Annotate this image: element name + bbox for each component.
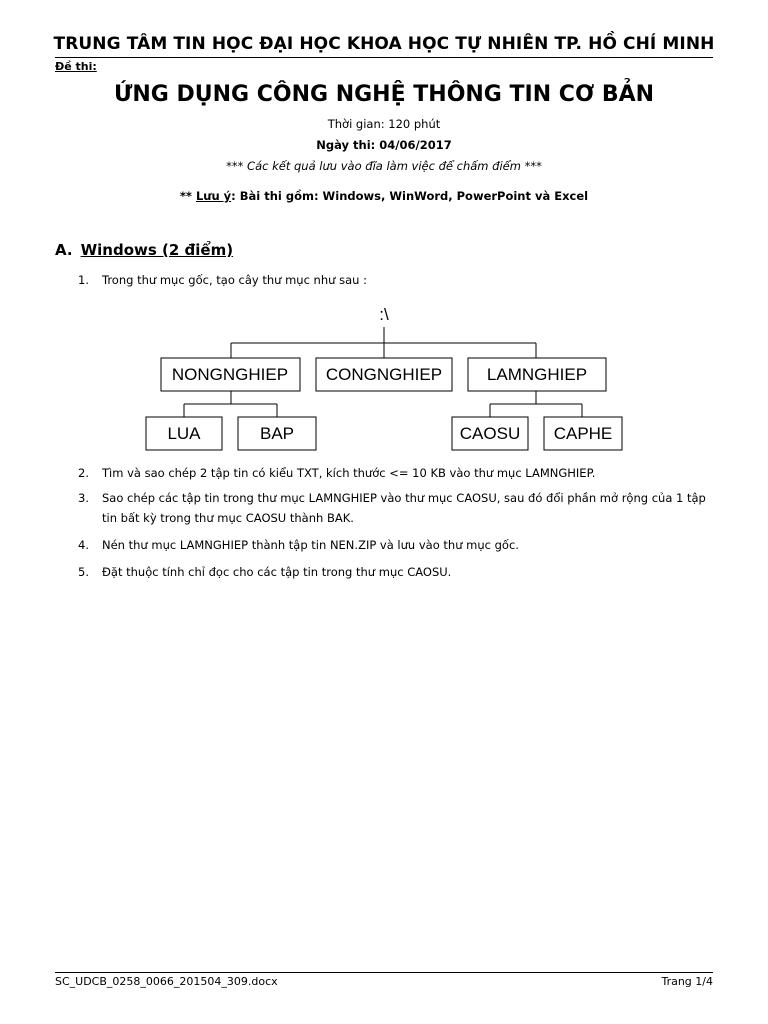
folder-label-caosu: CAOSU <box>459 424 521 443</box>
list-item-number: 4. <box>78 538 89 552</box>
section-title: Windows (2 điểm) <box>80 241 234 259</box>
note-label: Lưu ý <box>195 189 232 203</box>
list-item-text: Đặt thuộc tính chỉ đọc cho các tập tin trong thư mục CAOSU. <box>102 565 452 579</box>
folder-label-caphe: CAPHE <box>553 424 613 443</box>
list-item-text: Trong thư mục gốc, tạo cây thư mục như sau : <box>102 273 367 287</box>
list-item-text: Nén thư mục LAMNGHIEP thành tập tin NEN.ZIP và lưu vào thư mục gốc. <box>102 538 519 552</box>
save-note: *** Các kết quả lưu vào đĩa làm việc để chấm điểm *** <box>226 159 542 173</box>
footer-filename: SC_UDCB_0258_0066_201504_309.docx <box>55 975 278 988</box>
footer-divider <box>55 972 713 973</box>
note-line <box>0 189 768 203</box>
folder-label-congnghiep: CONGNGHIEP <box>325 365 443 384</box>
section-letter: A. <box>55 241 73 259</box>
list-item-text: Sao chép các tập tin trong thư mục LAMNGHIEP vào thư mục CAOSU, sau đó đổi phần mở rộng của 1 tập tin bất kỳ trong thư mục CAOSU thành BAK. <box>102 491 706 525</box>
tree-root-label: :\ <box>379 305 389 324</box>
folder-label-lamnghiep: LAMNGHIEP <box>486 365 588 384</box>
note-text: : Bài thi gồm: Windows, WinWord, PowerPoint và Excel <box>231 189 589 203</box>
section-heading-windows <box>55 241 233 259</box>
list-item-number: 1. <box>78 273 89 287</box>
exam-duration: Thời gian: 120 phút <box>327 117 441 131</box>
list-item-text: Tìm và sao chép 2 tập tin có kiểu TXT, kích thước <= 10 KB vào thư mục LAMNGHIEP. <box>102 466 596 480</box>
exam-date: Ngày thi: 04/06/2017 <box>316 138 452 152</box>
header-divider <box>55 57 713 58</box>
list-item-number: 2. <box>78 466 89 480</box>
folder-label-bap: BAP <box>259 424 295 443</box>
folder-tree-diagram <box>0 300 768 460</box>
list-item-number: 5. <box>78 565 89 579</box>
page-title: ỨNG DỤNG CÔNG NGHỆ THÔNG TIN CƠ BẢN <box>113 82 655 107</box>
folder-label-lua: LUA <box>167 424 201 443</box>
header-organization: TRUNG TÂM TIN HỌC ĐẠI HỌC KHOA HỌC TỰ NHIÊN TP. HỒ CHÍ MINH <box>53 34 715 54</box>
note-prefix: ** <box>179 189 196 203</box>
folder-label-nongnghiep: NONGNGHIEP <box>171 365 289 384</box>
exam-label: Đề thi: <box>55 60 97 73</box>
list-item-number: 3. <box>78 491 89 505</box>
footer-page-number: Trang 1/4 <box>661 975 713 988</box>
